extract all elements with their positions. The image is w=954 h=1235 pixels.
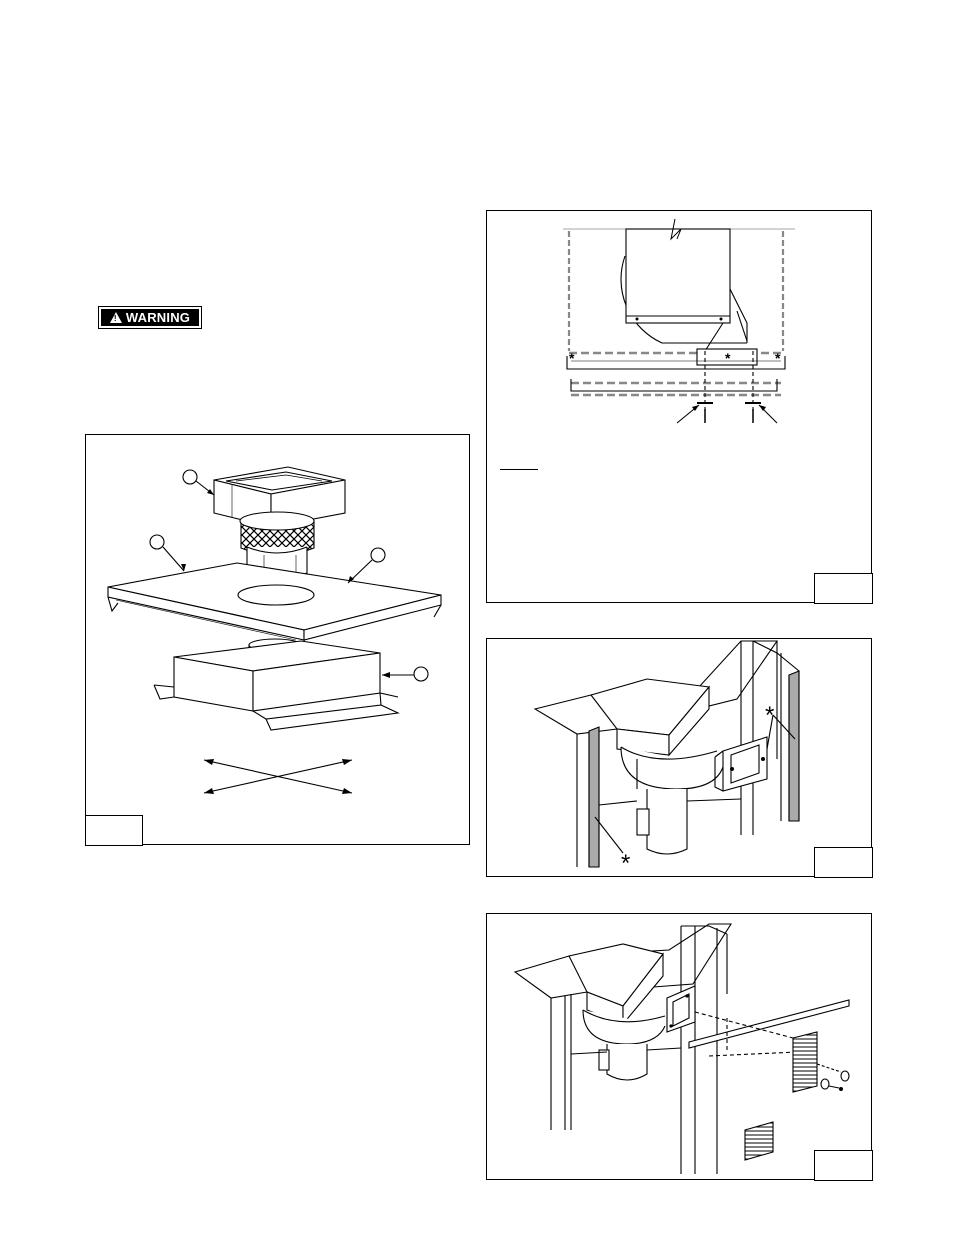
wall-seal-drawing (487, 639, 873, 878)
figure-tab (814, 573, 873, 604)
figure-roof-cap-assembly (85, 434, 470, 845)
note-underline (500, 469, 538, 470)
seal-asterisk: * (775, 350, 781, 366)
section-drawing (487, 211, 873, 604)
figure-tab (814, 1150, 873, 1181)
roof-cap-drawing (86, 435, 471, 846)
figure-wall-opening-seal (486, 638, 872, 877)
figure-tab (814, 847, 873, 878)
figure-tab (85, 815, 143, 846)
seal-asterisk: * (725, 350, 731, 366)
figure-wall-grille-install (486, 913, 872, 1180)
seal-asterisk: * (765, 702, 775, 729)
warning-text: WARNING (125, 310, 191, 325)
seal-asterisk: * (621, 850, 631, 877)
warning-triangle-icon: ! (110, 312, 122, 323)
figure-duct-support-section (486, 210, 872, 603)
grille-drawing (487, 914, 873, 1181)
warning-label (98, 306, 202, 329)
seal-asterisk: * (569, 350, 575, 366)
